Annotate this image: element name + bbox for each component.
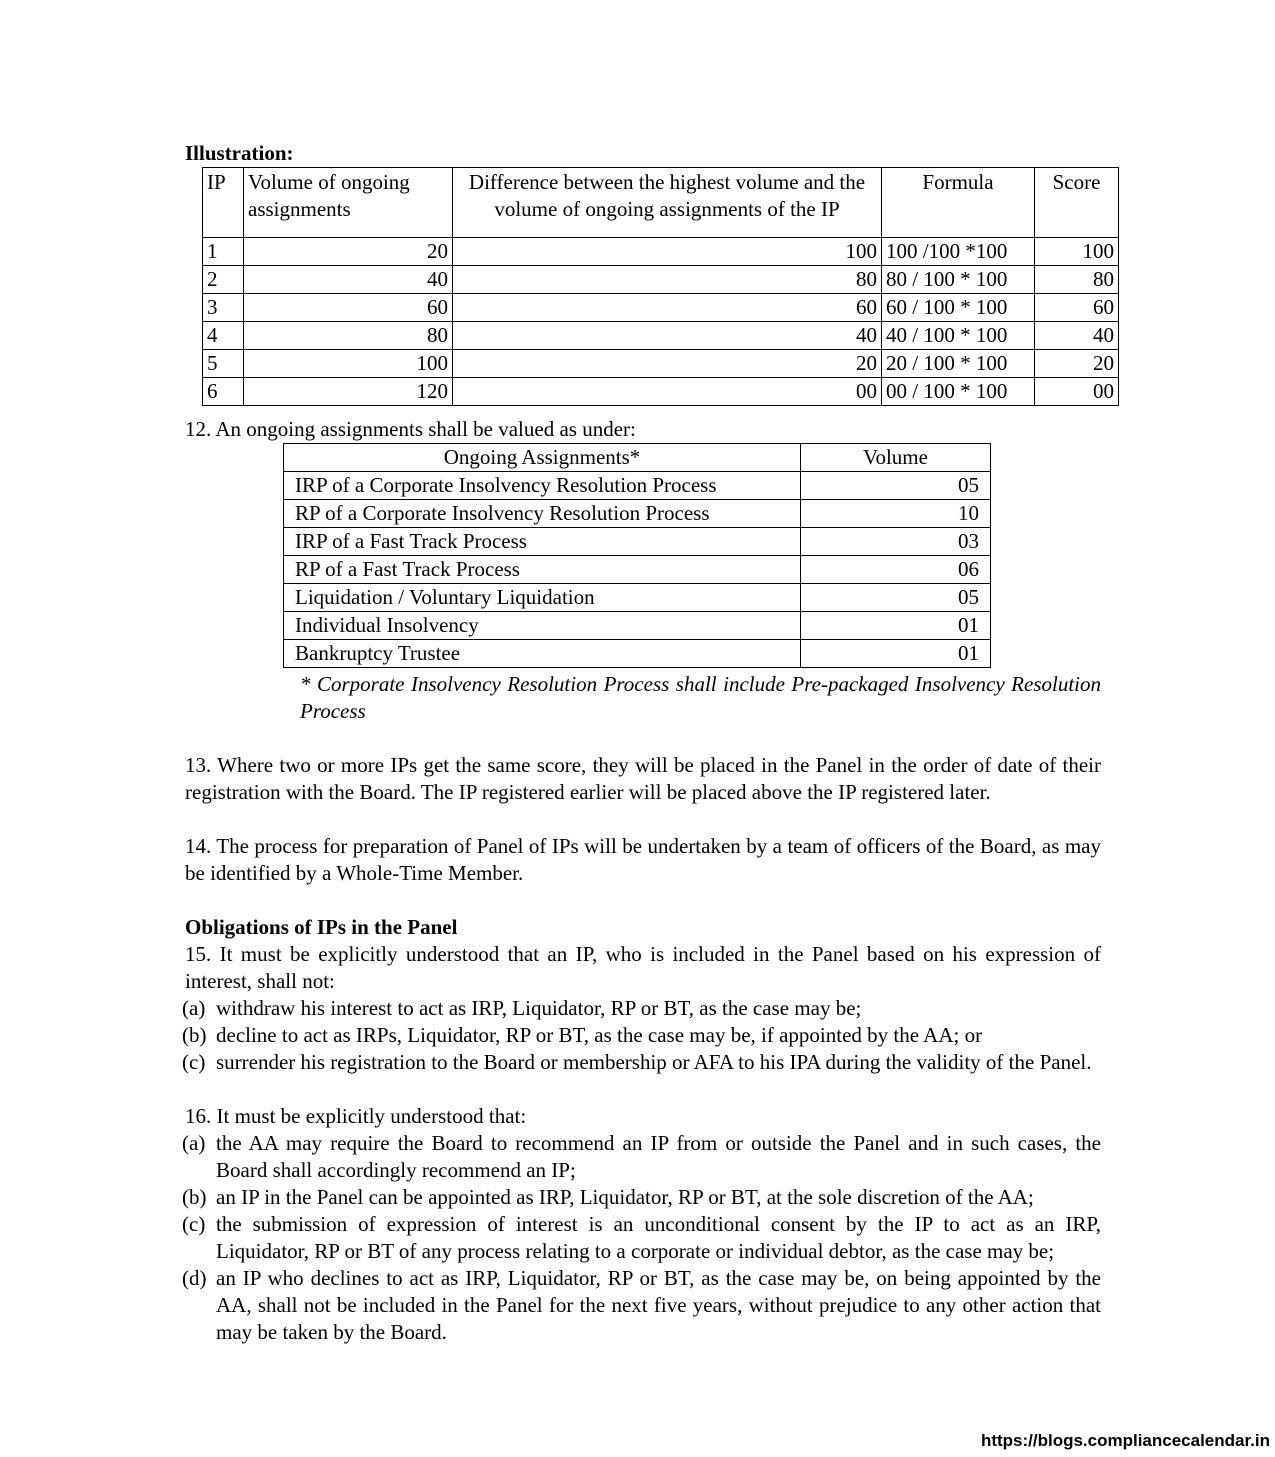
cell-score: 00 [1035,378,1119,406]
valuation-table [283,443,991,668]
cell-difference: 00 [453,378,882,406]
list-item [182,1265,1101,1346]
cell-ip: 5 [203,350,244,378]
cell-formula: 40 / 100 * 100 [882,322,1035,350]
cell-volume: 100 [244,350,453,378]
cell-assignment: RP of a Fast Track Process [284,556,801,584]
list-item-text: an IP who declines to act as IRP, Liquidator, RP or BT, as the case may be, on being appointed by the AA, shall not be included in the Panel for the next five years, without prejudice to any other action that may be taken by the Board. [216,1266,1101,1344]
list-item [182,995,1101,1022]
list-item-label: (c) [182,1212,206,1236]
table-row [284,640,991,668]
valuation-footnote: * Corporate Insolvency Resolution Process shall include Pre-packaged Insolvency Resolution Process [300,672,1101,723]
table-row [203,294,1119,322]
cell-ip: 2 [203,266,244,294]
list-item-text: decline to act as IRPs, Liquidator, RP or BT, as the case may be, if appointed by the AA; or [216,1023,983,1047]
cell-score: 60 [1035,294,1119,322]
cell-score: 40 [1035,322,1119,350]
table-header-row [203,168,1119,238]
list-item [182,1022,1101,1049]
cell-volume: 120 [244,378,453,406]
table-row [203,378,1119,406]
cell-difference: 60 [453,294,882,322]
paragraph-15: 15. It must be explicitly understood that an IP, who is included in the Panel based on his expression of interest, shall not: [185,942,1101,993]
cell-score: 80 [1035,266,1119,294]
header-score: Score [1035,168,1119,238]
table-row [284,612,991,640]
cell-formula: 80 / 100 * 100 [882,266,1035,294]
cell-ip: 6 [203,378,244,406]
list-item-label: (a) [182,1131,206,1155]
cell-volume: 01 [801,612,991,640]
table-row [284,528,991,556]
footer-url-link[interactable]: https://blogs.compliancecalendar.in [980,1431,1270,1450]
list-item [182,1130,1101,1184]
document-page [182,140,1114,1346]
list-item-text: the submission of expression of interest is an unconditional consent by the IP to act as an IRP, Liquidator, RP or BT of any process relating to a corporate or individual debtor, as the case may be; [216,1212,1101,1263]
list-item-label: (b) [182,1023,207,1047]
cell-assignment: IRP of a Fast Track Process [284,528,801,556]
header-ip: IP [203,168,244,238]
cell-assignment: Individual Insolvency [284,612,801,640]
cell-assignment: RP of a Corporate Insolvency Resolution Process [284,500,801,528]
cell-assignment: IRP of a Corporate Insolvency Resolution Process [284,472,801,500]
cell-score: 20 [1035,350,1119,378]
cell-formula: 60 / 100 * 100 [882,294,1035,322]
header-volume: Volume of ongoing assignments [244,168,453,238]
table-row [203,266,1119,294]
list-item-label: (a) [182,996,206,1020]
list-item-label: (c) [182,1050,206,1074]
cell-volume: 80 [244,322,453,350]
cell-ip: 4 [203,322,244,350]
table-header-row [284,444,991,472]
cell-volume: 05 [801,472,991,500]
list-item-label: (d) [182,1266,207,1290]
illustration-table [202,167,1119,406]
cell-volume: 10 [801,500,991,528]
obligations-heading: Obligations of IPs in the Panel [185,915,458,939]
table-row [203,238,1119,266]
cell-assignment: Bankruptcy Trustee [284,640,801,668]
cell-difference: 80 [453,266,882,294]
table-row [284,472,991,500]
table-row [284,500,991,528]
list-item [182,1049,1101,1076]
paragraph-14: 14. The process for preparation of Panel of IPs will be undertaken by a team of officers of the Board, as may be identified by a Whole-Time Member. [185,834,1101,885]
cell-volume: 05 [801,584,991,612]
paragraph-12: 12. An ongoing assignments shall be valued as under: [185,417,636,441]
cell-difference: 100 [453,238,882,266]
list-item [182,1211,1101,1265]
paragraph-13: 13. Where two or more IPs get the same score, they will be placed in the Panel in the order of date of their registration with the Board. The IP registered earlier will be placed above the IP registered later. [185,753,1101,804]
header-volume: Volume [801,444,991,472]
table-row [284,556,991,584]
cell-difference: 20 [453,350,882,378]
cell-volume: 20 [244,238,453,266]
cell-score: 100 [1035,238,1119,266]
cell-ip: 1 [203,238,244,266]
cell-difference: 40 [453,322,882,350]
cell-volume: 40 [244,266,453,294]
header-assignments: Ongoing Assignments* [284,444,801,472]
cell-formula: 100 /100 *100 [882,238,1035,266]
list-item-label: (b) [182,1185,207,1209]
cell-volume: 01 [801,640,991,668]
cell-formula: 20 / 100 * 100 [882,350,1035,378]
header-formula: Formula [882,168,1035,238]
cell-volume: 03 [801,528,991,556]
table-row [284,584,991,612]
list-item-text: an IP in the Panel can be appointed as IRP, Liquidator, RP or BT, at the sole discretion of the AA; [216,1185,1034,1209]
table-row [203,350,1119,378]
cell-volume: 06 [801,556,991,584]
list-item-text: withdraw his interest to act as IRP, Liquidator, RP or BT, as the case may be; [216,996,862,1020]
illustration-heading: Illustration: [185,141,294,165]
cell-assignment: Liquidation / Voluntary Liquidation [284,584,801,612]
paragraph-16: 16. It must be explicitly understood that: [185,1104,527,1128]
list-item [182,1184,1101,1211]
table-row [203,322,1119,350]
cell-ip: 3 [203,294,244,322]
cell-volume: 60 [244,294,453,322]
cell-formula: 00 / 100 * 100 [882,378,1035,406]
header-difference: Difference between the highest volume and the volume of ongoing assignments of the IP [453,168,882,238]
list-item-text: the AA may require the Board to recommend an IP from or outside the Panel and in such cases, the Board shall accordingly recommend an IP; [216,1131,1101,1182]
list-item-text: surrender his registration to the Board or membership or AFA to his IPA during the validity of the Panel. [216,1050,1092,1074]
